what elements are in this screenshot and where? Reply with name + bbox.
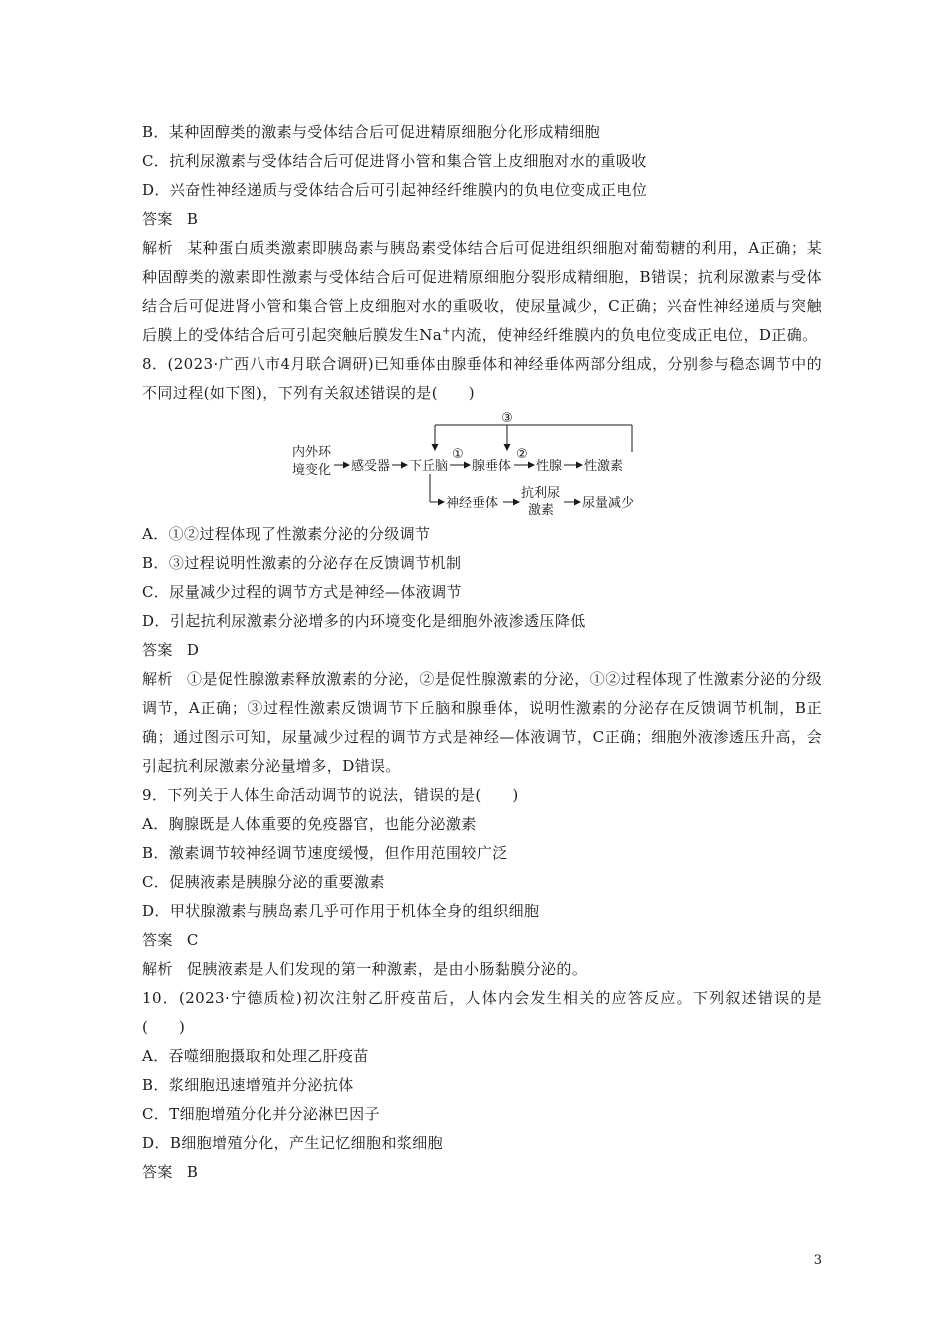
answer-value: C <box>186 931 199 949</box>
mark-3: ③ <box>501 411 513 426</box>
analysis-text-part1: 某种蛋白质类激素即胰岛素与胰岛素受体结合后可促进组织细胞对葡萄糖的利用，A正确；某种固醇类的激素即性激素与受体结合后可促进精原细胞分裂形成精细胞，B错误；抗利尿激素与受体结合后可促进肾小管和集合管上皮细胞对水的重吸收，使尿量减少，C正确；兴奋性神经递质与突触后膜上的受体结合后可引起突触后膜发生Na <box>142 239 822 344</box>
q10-option-b: B．浆细胞迅速增殖并分泌抗体 <box>142 1076 354 1094</box>
answer-value: B <box>186 1163 199 1181</box>
mark-2: ② <box>516 447 528 462</box>
regulation-flow-diagram <box>292 410 692 516</box>
env-change-line1: 内外环 <box>292 445 332 460</box>
sodium-charge: + <box>442 326 451 337</box>
answer-value: B <box>186 210 199 228</box>
q8-answer <box>142 636 822 665</box>
page-number: 3 <box>813 1253 822 1268</box>
neurohypophysis-node: 神经垂体 <box>446 496 499 511</box>
env-change-line2: 境变化 <box>292 463 332 478</box>
mark-1: ① <box>452 447 464 462</box>
q7-analysis <box>142 234 822 350</box>
urine-node: 尿量减少 <box>582 496 635 511</box>
q9-option-c: C．促胰液素是胰腺分泌的重要激素 <box>142 873 385 891</box>
q9-option-b: B．激素调节较神经调节速度缓慢，但作用范围较广泛 <box>142 844 508 862</box>
q8-option-b: B．③过程说明性激素的分泌存在反馈调节机制 <box>142 554 462 572</box>
adenohypophysis-node: 腺垂体 <box>472 459 512 474</box>
q9-option-a: A．胸腺既是人体重要的免疫器官，也能分泌激素 <box>142 815 477 833</box>
q10-option-d: D．B细胞增殖分化，产生记忆细胞和浆细胞 <box>142 1134 444 1152</box>
analysis-label: 解析 <box>142 960 173 978</box>
q9-analysis <box>142 955 822 984</box>
answer-label: 答案 <box>142 1163 173 1181</box>
analysis-text: ①是促性腺激素释放激素的分泌，②是促性腺激素的分泌，①②过程体现了性激素分泌的分级调节，A正确；③过程性激素反馈调节下丘脑和腺垂体，说明性激素的分泌存在反馈调节机制，B正确；通过图示可知，尿量减少过程的调节方式是神经—体液调节，C正确；细胞外液渗透压升高，会引起抗利尿激素分泌量增多，D错误。 <box>142 670 822 775</box>
answer-label: 答案 <box>142 210 173 228</box>
adh-node-line2: 激素 <box>528 503 555 516</box>
gonad-node: 性腺 <box>536 459 563 474</box>
q7-option-c: C．抗利尿激素与受体结合后可促进肾小管和集合管上皮细胞对水的重吸收 <box>142 152 647 170</box>
adh-node-line1: 抗利尿 <box>521 486 561 501</box>
answer-value: D <box>186 641 200 659</box>
hypothalamus-node: 下丘脑 <box>409 459 449 474</box>
analysis-label: 解析 <box>142 670 173 688</box>
analysis-label: 解析 <box>142 239 174 257</box>
analysis-text: 促胰液素是人们发现的第一种激素，是由小肠黏膜分泌的。 <box>186 960 588 978</box>
q8-option-a: A．①②过程体现了性激素分泌的分级调节 <box>142 525 431 543</box>
q7-answer <box>142 205 822 234</box>
answer-label: 答案 <box>142 641 173 659</box>
q10-answer <box>142 1158 822 1187</box>
q8-option-d: D．引起抗利尿激素分泌增多的内环境变化是细胞外液渗透压降低 <box>142 612 586 630</box>
sex-hormone-node: 性激素 <box>584 459 624 474</box>
feedback-loop-3 <box>435 411 632 452</box>
q8-stem: 8．(2023·广西八市4月联合调研)已知垂体由腺垂体和神经垂体两部分组成，分别参与稳态调节中的不同过程(如下图)，下列有关叙述错误的是( ) <box>142 355 822 402</box>
q10-option-a: A．吞噬细胞摄取和处理乙肝疫苗 <box>142 1047 369 1065</box>
q8-analysis <box>142 665 822 781</box>
analysis-text-part2: 内流，使神经纤维膜内的负电位变成正电位，D正确。 <box>450 326 818 344</box>
q10-stem: 10．(2023·宁德质检)初次注射乙肝疫苗后，人体内会发生相关的应答反应。下列叙述错误的是( ) <box>142 989 822 1036</box>
q8-diagram <box>142 410 822 516</box>
receptor-node: 感受器 <box>351 459 391 474</box>
document-body <box>142 118 822 1187</box>
q9-stem: 9．下列关于人体生命活动调节的说法，错误的是( ) <box>142 786 519 804</box>
q7-option-b: B．某种固醇类的激素与受体结合后可促进精原细胞分化形成精细胞 <box>142 123 601 141</box>
q8-option-c: C．尿量减少过程的调节方式是神经—体液调节 <box>142 583 462 601</box>
q9-answer <box>142 926 822 955</box>
q10-option-c: C．T细胞增殖分化并分泌淋巴因子 <box>142 1105 380 1123</box>
q7-option-d: D．兴奋性神经递质与受体结合后可引起神经纤维膜内的负电位变成正电位 <box>142 181 648 199</box>
answer-label: 答案 <box>142 931 173 949</box>
q9-option-d: D．甲状腺激素与胰岛素几乎可作用于机体全身的组织细胞 <box>142 902 540 920</box>
